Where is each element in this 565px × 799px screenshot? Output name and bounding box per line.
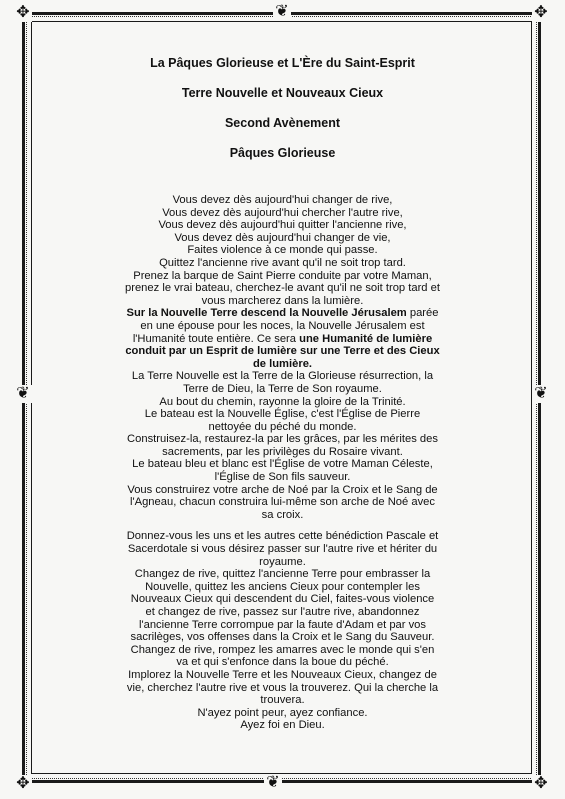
document-body [45,56,520,732]
text-line: Le bateau est la Nouvelle Église, c'est l'Église de Pierre [144,408,421,421]
text-line: Faites violence à ce monde qui passe. [187,244,378,257]
text-line: l'Agneau, chacun construira lui-même son arche de Noé avec [130,496,435,509]
text-line: Vous devez dès aujourd'hui changer de rive, [172,194,393,206]
text-line: Sacerdotale si vous désirez passer sur l'autre rive et hériter du [127,543,438,556]
document-subtitle: Pâques Glorieuse [229,146,336,160]
text-line: Prenez la barque de Saint Pierre conduite par votre Maman, [133,269,432,282]
bold-phrase: une Humanité de lumière [299,332,433,345]
text-line: et changez de rive, passez sur l'autre rive, abandonnez [145,606,420,618]
text-line: Changez de rive, rompez les amarres avec le monde qui s'en [130,643,435,656]
text-line: Nouveaux Cieux qui descendent du Ciel, faites-vous violence [130,593,435,606]
text-line: Vous devez dès aujourd'hui changer de vie, [174,231,391,244]
text-line: Construisez-la, restaurez-la par les grâces, par les mérites des [127,433,438,446]
text-line: vous marcherez dans la lumière. [201,294,364,307]
text-line: sa croix. [261,508,304,521]
text-line: La Terre Nouvelle est la Terre de la Glorieuse résurrection, la [131,370,434,383]
corner-ornament-icon: ✥ [532,4,550,22]
corner-ornament-icon: ✥ [14,4,32,22]
poem-text [45,194,520,732]
text-line: Vous construirez votre arche de Noé par la Croix et le Sang de [127,483,438,496]
text-line: l'Église de Son fils sauveur. [214,471,351,484]
text-line: Terre de Dieu, la Terre de Son royaume. [183,382,382,395]
bold-phrase: de lumière. [252,357,313,370]
text-line: nettoyée du péché du monde. [208,420,357,433]
text-line: royaume. [259,555,306,568]
document-title: La Pâques Glorieuse et L'Ère du Saint-Esprit [150,56,415,70]
text-line: sacrilèges, vos offenses dans la Croix et le Sang du Sauveur. [130,631,435,644]
text-line: trouvera. [260,694,305,707]
border-ornament-icon: ❦ [532,385,550,403]
text-line: sacrements, par les privilèges du Rosaire vivant. [162,445,403,458]
bold-phrase: Sur la Nouvelle Terre descend la Nouvelle Jérusalem [126,307,407,320]
corner-ornament-icon: ✥ [532,775,550,793]
text-line: l'ancienne Terre corrompue par la faute d'Adam et par vos [138,618,427,631]
text-line: Au bout du chemin, rayonne la gloire de la Trinité. [159,395,406,408]
text-line: N'ayez point peur, ayez confiance. [197,706,368,719]
text-line [45,333,520,346]
corner-ornament-icon: ✥ [14,775,32,793]
text-line [45,358,520,371]
paragraph-gap [45,521,520,530]
text-line: Donnez-vous les uns et les autres cette bénédiction Pascale et [126,530,439,543]
text-line: vie, cherchez l'autre rive et vous la trouverez. Qui la cherche la [126,681,439,694]
border-ornament-icon: ❦ [14,385,32,403]
text-fragment: parée [406,307,439,320]
text-line: Le bateau bleu et blanc est l'Église de votre Maman Céleste, [132,458,433,471]
border-ornament-icon: ❦ [273,3,291,21]
text-line: va et qui s'enfonce dans la boue du péché. [176,656,389,669]
text-line: Nouvelle, quittez les anciens Cieux pour contempler les [145,580,420,593]
text-line: Vous devez dès aujourd'hui chercher l'autre rive, [162,206,403,219]
text-line [45,307,520,320]
border-ornament-icon: ❦ [264,774,282,792]
text-line: en une épouse pour les noces, la Nouvelle Jérusalem est [140,319,425,332]
text-line: prenez le vrai bateau, cherchez-le avant qu'il ne soit trop tard et [125,282,440,295]
text-line: Ayez foi en Dieu. [240,719,325,732]
text-line: Implorez la Nouvelle Terre et les Nouveaux Cieux, changez de [128,668,437,681]
text-line [45,345,520,358]
bold-phrase: conduit par un Esprit de lumière sur une Terre et des Cieux [125,345,440,358]
text-line: Changez de rive, quittez l'ancienne Terre pour embrasser la [134,568,431,581]
text-line: Vous devez dès aujourd'hui quitter l'ancienne rive, [158,219,407,232]
document-subtitle: Second Avènement [224,116,341,130]
text-line: Quittez l'ancienne rive avant qu'il ne soit trop tard. [159,256,406,269]
document-subtitle: Terre Nouvelle et Nouveaux Cieux [181,86,384,100]
text-fragment: l'Humanité toute entière. Ce sera [132,332,300,345]
